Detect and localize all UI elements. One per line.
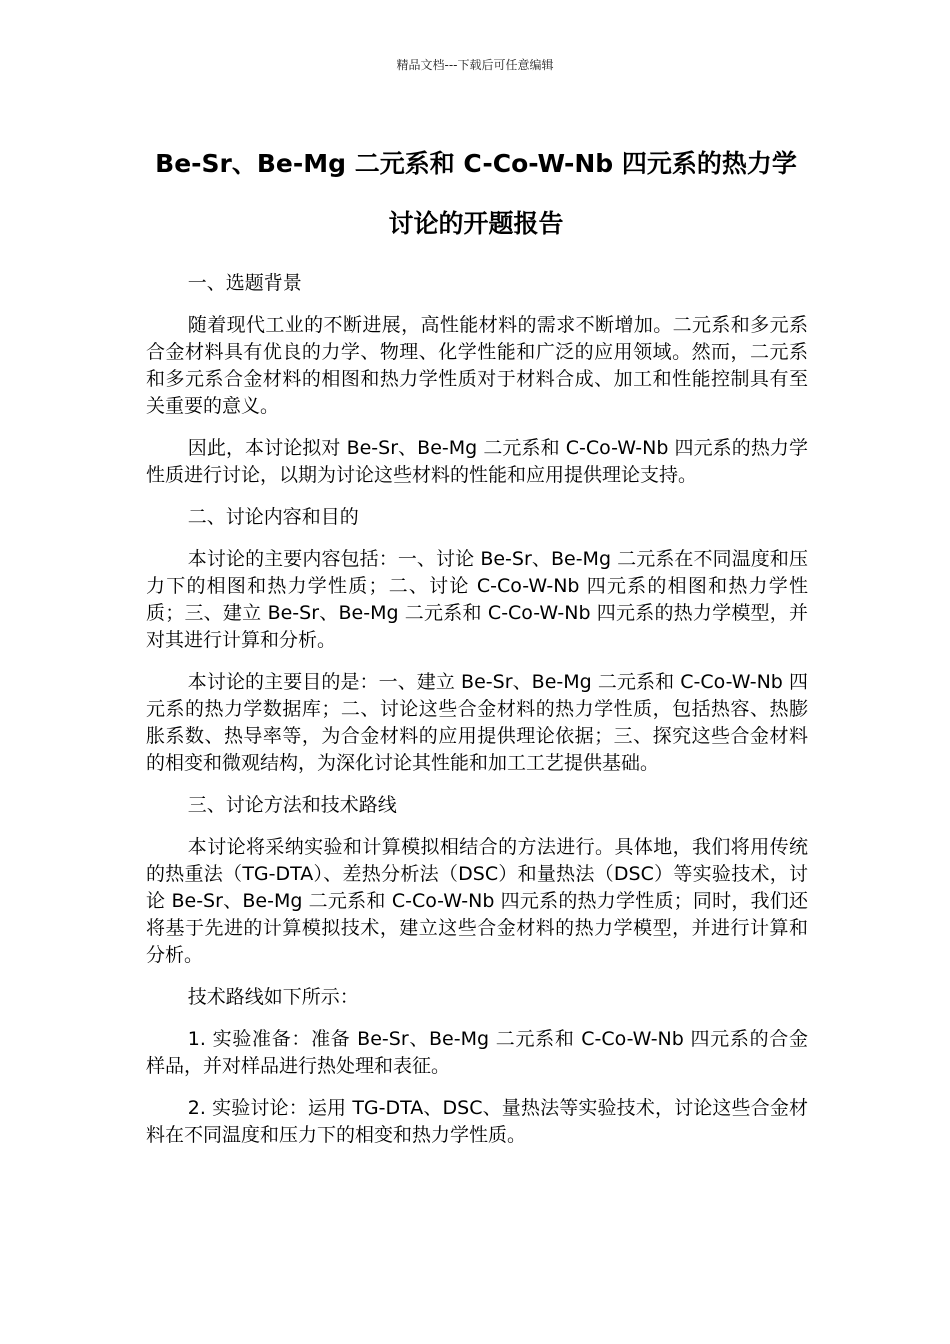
paragraph-background-1: 随着现代工业的不断进展，高性能材料的需求不断增加。二元系和多元系合金材料具有优良的力学、物理、化学性能和广泛的应用领域。然而，二元系和多元系合金材料的相图和热力学性质对于材料合成、加工和性能控制具有至关重要的意义。 [146,314,808,417]
paragraph-content: 本讨论的主要内容包括：一、讨论 Be-Sr、Be-Mg 二元系在不同温度和压力下的相图和热力学性质；二、讨论 C-Co-W-Nb 四元系的相图和热力学性质；三、建立 Be-Sr、Be-Mg 二元系和 C-Co-W-Nb 四元系的热力学模型，并对其进行计算和分析。 [146,548,808,651]
route-step-2: 2. 实验讨论：运用 TG-DTA、DSC、量热法等实验技术，讨论这些合金材料在不同温度和压力下的相变和热力学性质。 [146,1097,808,1146]
section-heading-background: 一、选题背景 [187,272,302,294]
paragraph-methods: 本讨论将采纳实验和计算模拟相结合的方法进行。具体地，我们将用传统的热重法（TG-DTA）、差热分析法（DSC）和量热法（DSC）等实验技术，讨论 Be-Sr、Be-Mg 二元系和 C-Co-W-Nb 四元系的热力学性质；同时，我们还将基于先进的计算模拟技术，建立这些合金材料的热力学模型，并进行计算和分析。 [146,836,808,966]
document-title: Be-Sr、Be-Mg 二元系和 C-Co-W-Nb 四元系的热力学讨论的开题报告 [155,149,797,238]
paragraph-background-2: 因此，本讨论拟对 Be-Sr、Be-Mg 二元系和 C-Co-W-Nb 四元系的热力学性质进行讨论，以期为讨论这些材料的性能和应用提供理论支持。 [146,437,808,486]
section-heading-methods: 三、讨论方法和技术路线 [187,794,397,816]
paragraph-goals: 本讨论的主要目的是：一、建立 Be-Sr、Be-Mg 二元系和 C-Co-W-Nb 四元系的热力学数据库；二、讨论这些合金材料的热力学性质，包括热容、热膨胀系数、热导率等，为合金材料的应用提供理论依据；三、探究这些合金材料的相变和微观结构，为深化讨论其性能和加工工艺提供基础。 [146,671,808,774]
route-step-1: 1. 实验准备：准备 Be-Sr、Be-Mg 二元系和 C-Co-W-Nb 四元系的合金样品，并对样品进行热处理和表征。 [146,1028,808,1077]
document-body [146,270,808,1164]
header-note: 精品文档---下载后可任意编辑 [396,58,554,72]
paragraph-route-intro: 技术路线如下所示： [187,986,359,1008]
section-heading-content-goals: 二、讨论内容和目的 [187,506,359,528]
